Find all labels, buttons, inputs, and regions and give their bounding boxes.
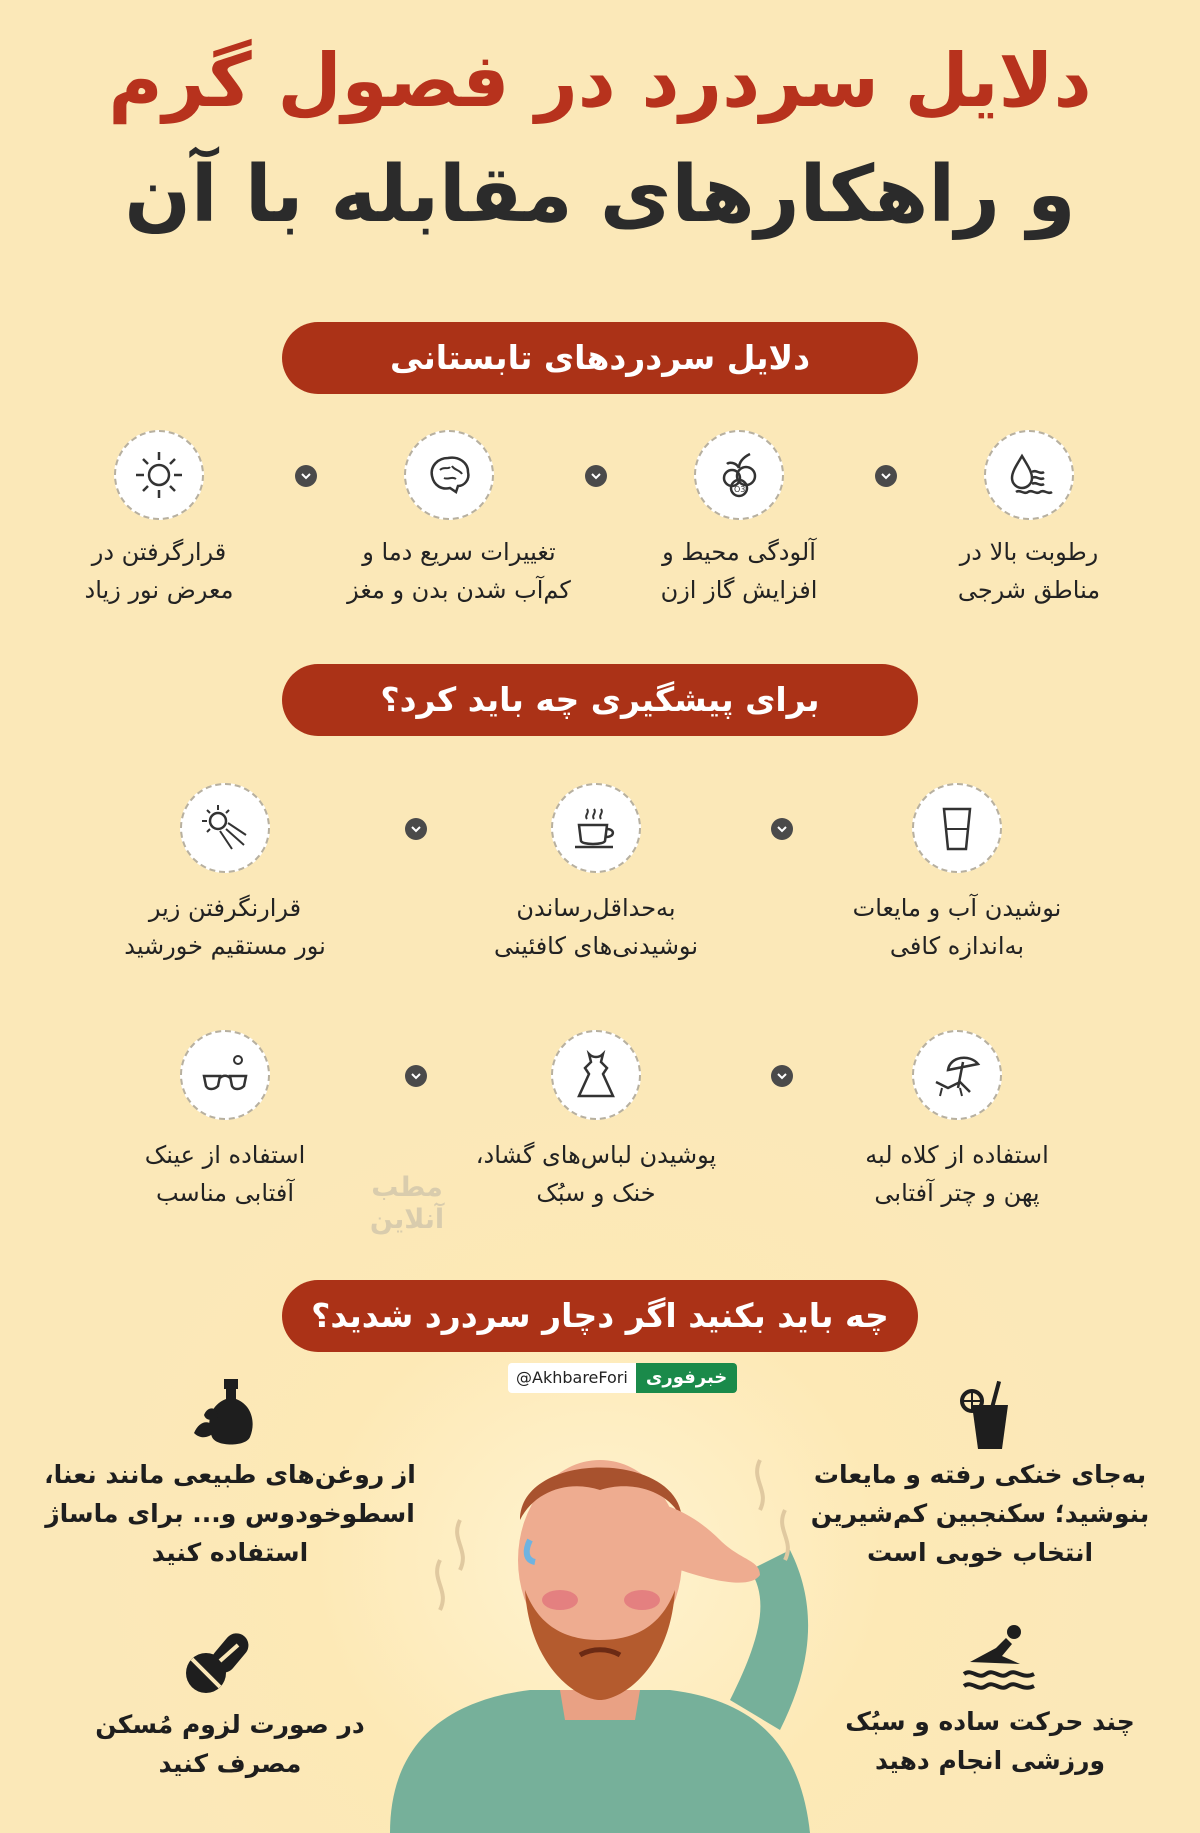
treatment-label-oils: از روغن‌های طبیعی مانند نعنا، اسطوخودوس و... برای ماساژ استفاده کنید	[44, 1460, 416, 1567]
chevron-down-icon	[585, 465, 607, 487]
cause-label-sunlight: قرارگرفتن در معرض نور زیاد	[84, 538, 234, 604]
sun-icon	[114, 430, 204, 520]
prevent-label-direct-sun: قرارنگرفتن زیر نور مستقیم خورشید	[124, 894, 326, 960]
brand-badge	[508, 1362, 737, 1394]
chevron-down-icon	[405, 818, 427, 840]
coffee-cup-icon	[551, 783, 641, 873]
chevron-down-icon	[875, 465, 897, 487]
cause-label-temperature: تغییرات سریع دما و کم‌آب شدن بدن و مغز	[347, 538, 571, 604]
oil-bottle-icon	[190, 1375, 270, 1455]
treatment-label-painkiller: در صورت لزوم مُسکن مصرف کنید	[95, 1710, 365, 1778]
brand-logo: خبرفوری	[636, 1363, 737, 1393]
brand-handle: @AkhbareFori	[508, 1363, 636, 1393]
section-heading-prevention: برای پیشگیری چه باید کرد؟	[282, 664, 918, 736]
section-heading-causes: دلایل سردردهای تابستانی	[282, 322, 918, 394]
section-heading-treatment: چه باید بکنید اگر دچار سردرد شدید؟	[282, 1280, 918, 1352]
prevent-label-clothes: پوشیدن لباس‌های گشاد، خنک و سبُک	[475, 1141, 717, 1207]
treatment-label-cold-drinks: به‌جای خنکی رفته و مایعات بنوشید؛ سکنجبین کم‌شیرین انتخاب خوبی است	[810, 1460, 1150, 1567]
beach-umbrella-icon	[912, 1030, 1002, 1120]
prevent-label-water: نوشیدن آب و مایعات به‌اندازه کافی	[852, 894, 1062, 960]
title-line-2: و راهکارهای مقابله با آن	[124, 150, 1076, 240]
treatment-label-exercise: چند حرکت ساده و سبُک ورزشی انجام دهید	[845, 1707, 1135, 1775]
water-glass-icon	[912, 783, 1002, 873]
brain-icon	[404, 430, 494, 520]
prevent-label-caffeine: به‌حداقل‌رساندن نوشیدنی‌های کافئینی	[493, 894, 699, 960]
cause-label-humidity: رطوبت بالا در مناطق شرجی	[957, 538, 1101, 604]
pill-icon	[180, 1625, 260, 1705]
prevent-label-hat: استفاده از کلاه لبه پهن و چتر آفتابی	[865, 1141, 1049, 1207]
watermark-logo: مطب آنلاین	[369, 1172, 445, 1235]
prevent-label-sunglasses: استفاده از عینک آفتابی مناسب	[144, 1141, 306, 1207]
cause-label-pollution: آلودگی محیط و افزایش گاز ازن	[660, 538, 818, 604]
svg-text:O3: O3	[734, 485, 746, 494]
water-drop-wave-icon	[984, 430, 1074, 520]
pollution-ozone-icon	[694, 430, 784, 520]
title-line-1: دلایل سردرد در فصول گرم	[108, 38, 1092, 124]
sunglasses-icon	[180, 1030, 270, 1120]
chevron-down-icon	[405, 1065, 427, 1087]
chevron-down-icon	[771, 1065, 793, 1087]
cold-drink-icon	[950, 1375, 1030, 1455]
chevron-down-icon	[771, 818, 793, 840]
sun-rays-icon	[180, 783, 270, 873]
chevron-down-icon	[295, 465, 317, 487]
dress-icon	[551, 1030, 641, 1120]
swimmer-icon	[960, 1618, 1040, 1698]
